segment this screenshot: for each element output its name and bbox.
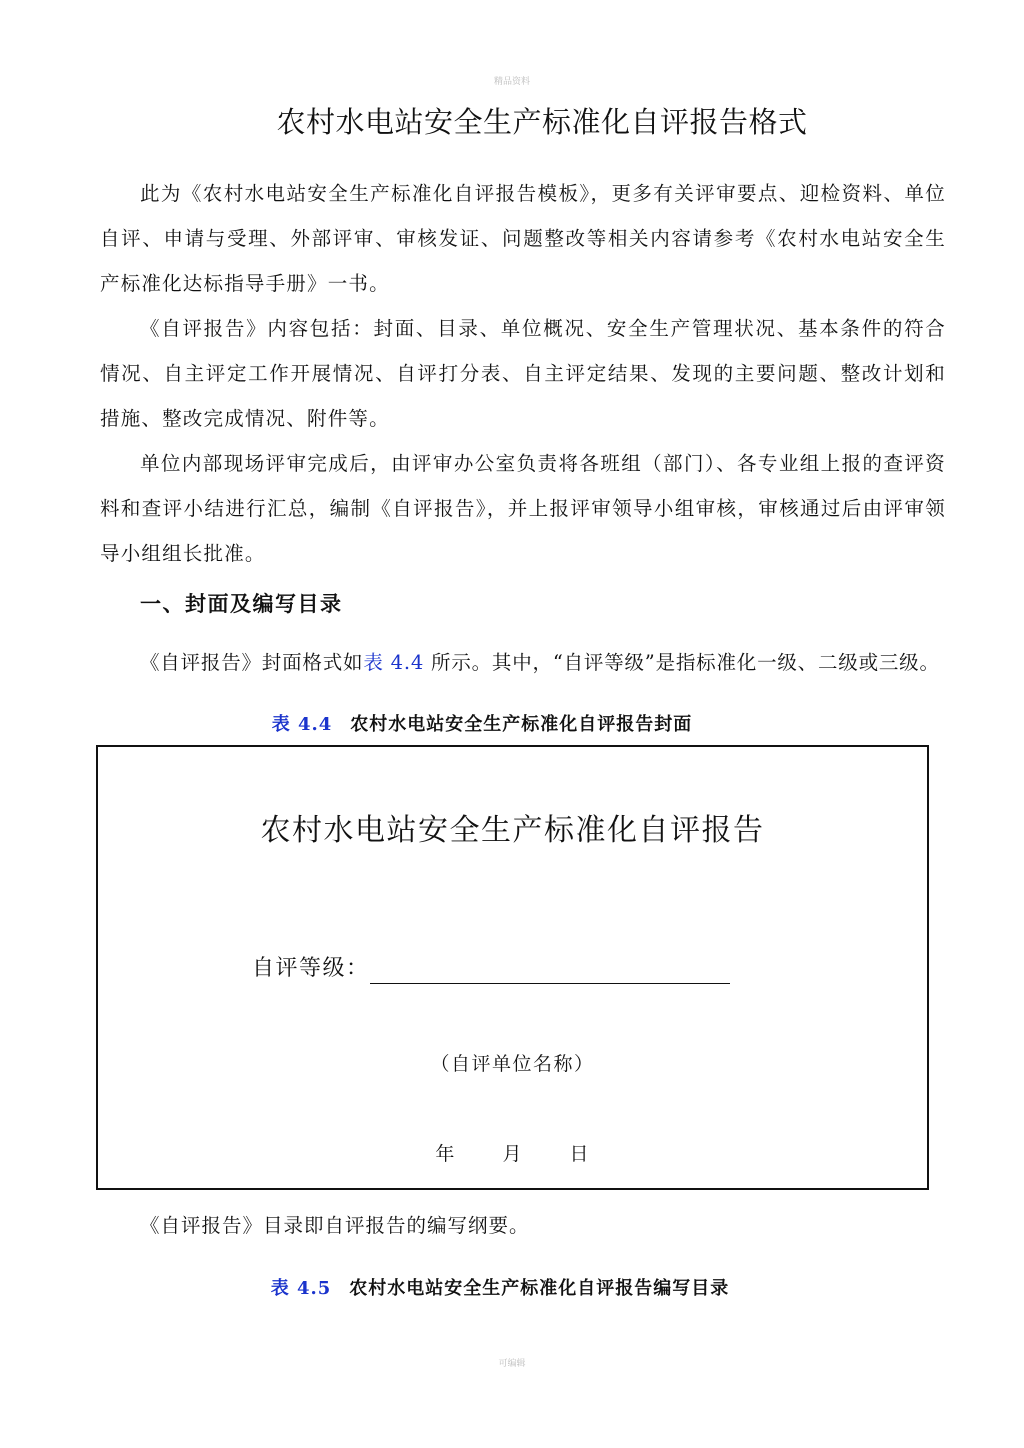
- process-paragraph: 单位内部现场评审完成后，由评审办公室负责将各班组（部门）、各专业组上报的查评资料和查评小结进行汇总，编制《自评报告》，并上报评审领导小组审核，审核通过后由评审领导小组组长批准。: [100, 452, 946, 565]
- table-4-5-number: 表 4.5: [270, 1278, 332, 1299]
- cover-title: 农村水电站安全生产标准化自评报告: [260, 813, 765, 848]
- cover-format-paragraph: [140, 640, 946, 685]
- table-4-4-link[interactable]: 表 4.4: [363, 651, 425, 674]
- cover-sample-box: [96, 745, 929, 1190]
- table-4-5-caption: [0, 1274, 1012, 1300]
- rating-label: 自评等级：: [252, 956, 370, 981]
- date-year: 年: [435, 1143, 456, 1165]
- table-4-4-number: 表 4.4: [271, 714, 333, 735]
- table-4-4-title: 农村水电站安全生产标准化自评报告封面: [350, 714, 693, 735]
- section-heading-cover: 一、封面及编写目录: [140, 592, 343, 616]
- content-paragraph: 《自评报告》内容包括：封面、目录、单位概况、安全生产管理状况、基本条件的符合情况、自主评定工作开展情况、自评打分表、自主评定结果、发现的主要问题、整改计划和措施、整改完成情况、附件等。: [100, 317, 946, 430]
- header-watermark: 精品资料: [493, 77, 530, 87]
- footer-watermark: 可编辑: [498, 1359, 526, 1369]
- cover-format-text-after: 所示。其中，“自评等级”是指标准化一级、二级或三级。: [424, 651, 940, 674]
- cover-format-text-before: 《自评报告》封面格式如: [140, 651, 364, 674]
- table-4-4-caption: [0, 710, 994, 736]
- date-month: 月: [502, 1143, 523, 1165]
- date-row: [98, 1139, 927, 1166]
- rating-blank-line: [370, 983, 730, 984]
- page-title: 农村水电站安全生产标准化自评报告格式: [276, 105, 808, 139]
- toc-paragraph: 《自评报告》目录即自评报告的编写纲要。: [140, 1214, 530, 1237]
- date-day: 日: [569, 1143, 590, 1165]
- intro-paragraph: 此为《农村水电站安全生产标准化自评报告模板》，更多有关评审要点、迎检资料、单位自评、申请与受理、外部评审、审核发证、问题整改等相关内容请参考《农村水电站安全生产标准化达标指导手册》一书。: [100, 182, 946, 295]
- unit-name-placeholder: （自评单位名称）: [430, 1053, 595, 1075]
- table-4-5-title: 农村水电站安全生产标准化自评报告编写目录: [349, 1278, 730, 1299]
